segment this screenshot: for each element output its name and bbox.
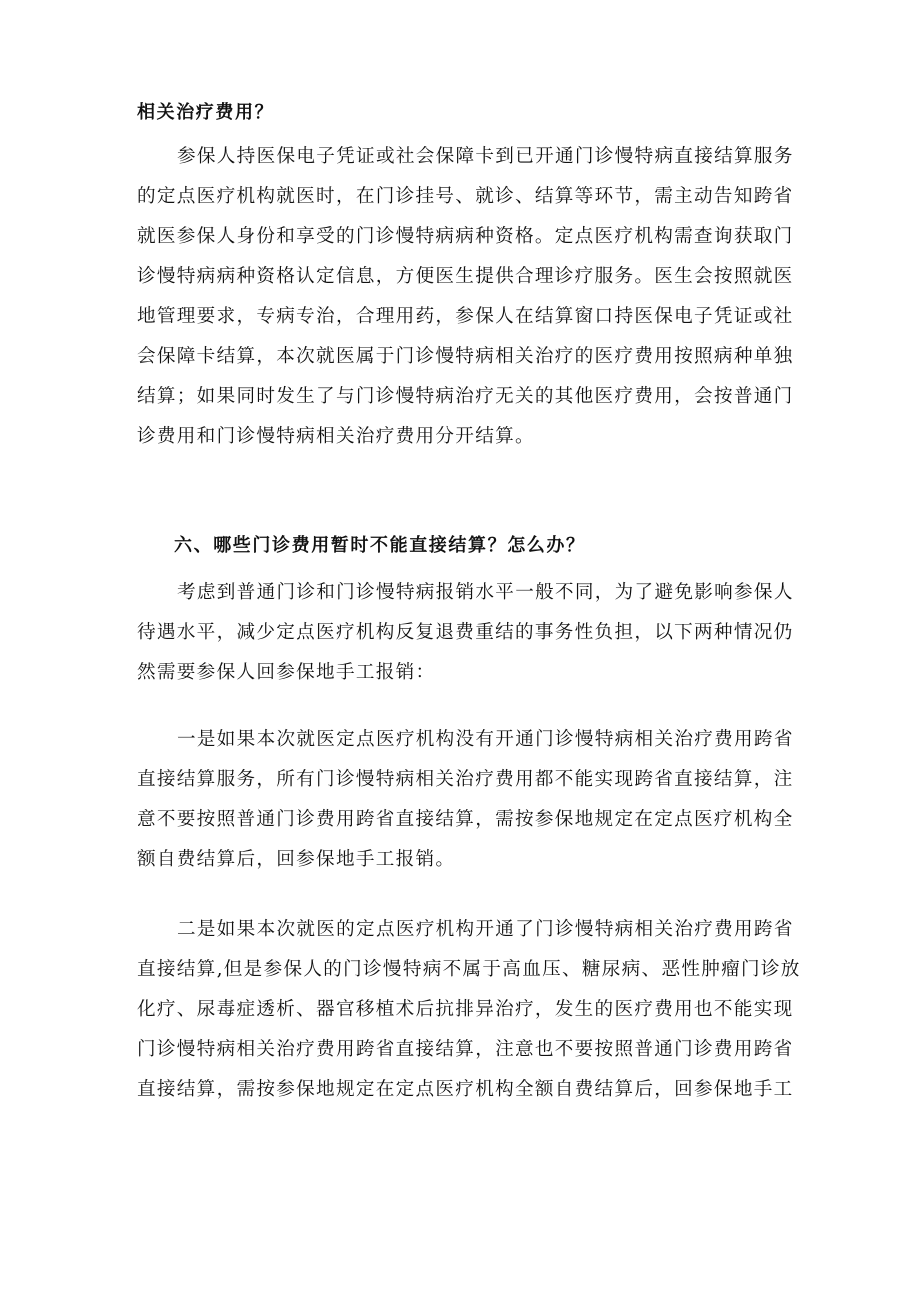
text-line: 直接结算，需按参保地规定在定点医疗机构全额自费结算后，回参保地手工 <box>137 1079 794 1100</box>
text-line: 考虑到普通门诊和门诊慢特病报销水平一般不同，为了避免影响参保人 <box>177 582 794 603</box>
text-line: 的定点医疗机构就医时，在门诊挂号、就诊、结算等环节，需主动告知跨省 <box>137 186 794 207</box>
text-line: 直接结算服务，所有门诊慢特病相关治疗费用都不能实现跨省直接结算，注 <box>137 769 794 790</box>
paragraph-case-two <box>137 910 809 1110</box>
text-line: 就医参保人身份和享受的门诊慢特病病种资格。定点医疗机构需查询获取门 <box>137 226 794 247</box>
paragraph-settlement-procedure <box>137 137 809 457</box>
text-line: 一是如果本次就医定点医疗机构没有开通门诊慢特病相关治疗费用跨省 <box>177 729 794 750</box>
paragraph-case-one <box>137 720 809 880</box>
paragraph-reason <box>137 573 809 693</box>
text-line: 待遇水平，减少定点医疗机构反复退费重结的事务性负担，以下两种情况仍 <box>137 622 794 643</box>
text-line: 直接结算,但是参保人的门诊慢特病不属于高血压、糖尿病、恶性肿瘤门诊放 <box>137 959 801 980</box>
text-line: 诊慢特病病种资格认定信息，方便医生提供合理诊疗服务。医生会按照就医 <box>137 266 794 287</box>
text-line: 结算；如果同时发生了与门诊慢特病治疗无关的其他医疗费用，会按普通门 <box>137 386 794 407</box>
text-line: 会保障卡结算，本次就医属于门诊慢特病相关治疗的医疗费用按照病种单独 <box>137 346 794 367</box>
text-line: 二是如果本次就医的定点医疗机构开通了门诊慢特病相关治疗费用跨省 <box>177 919 794 940</box>
section-title: 六、哪些门诊费用暂时不能直接结算？怎么办？ <box>174 535 586 556</box>
text-line: 门诊慢特病相关治疗费用跨省直接结算，注意也不要按照普通门诊费用跨省 <box>137 1039 794 1060</box>
section-heading-six <box>137 526 809 566</box>
text-line: 意不要按照普通门诊费用跨省直接结算，需按参保地规定在定点医疗机构全 <box>137 809 794 830</box>
text-line: 诊费用和门诊慢特病相关治疗费用分开结算。 <box>137 426 535 447</box>
paragraph-continuation-heading <box>137 93 809 133</box>
text-line: 参保人持医保电子凭证或社会保障卡到已开通门诊慢特病直接结算服务 <box>177 146 794 167</box>
text-line: 然需要参保人回参保地手工报销： <box>137 662 436 683</box>
text-line: 化疗、尿毒症透析、器官移植术后抗排异治疗，发生的医疗费用也不能实现 <box>137 999 794 1020</box>
text-line: 额自费结算后，回参保地手工报销。 <box>137 849 456 870</box>
text-line: 地管理要求，专病专治，合理用药，参保人在结算窗口持医保电子凭证或社 <box>137 306 794 327</box>
text-line: 相关治疗费用？ <box>137 102 275 123</box>
